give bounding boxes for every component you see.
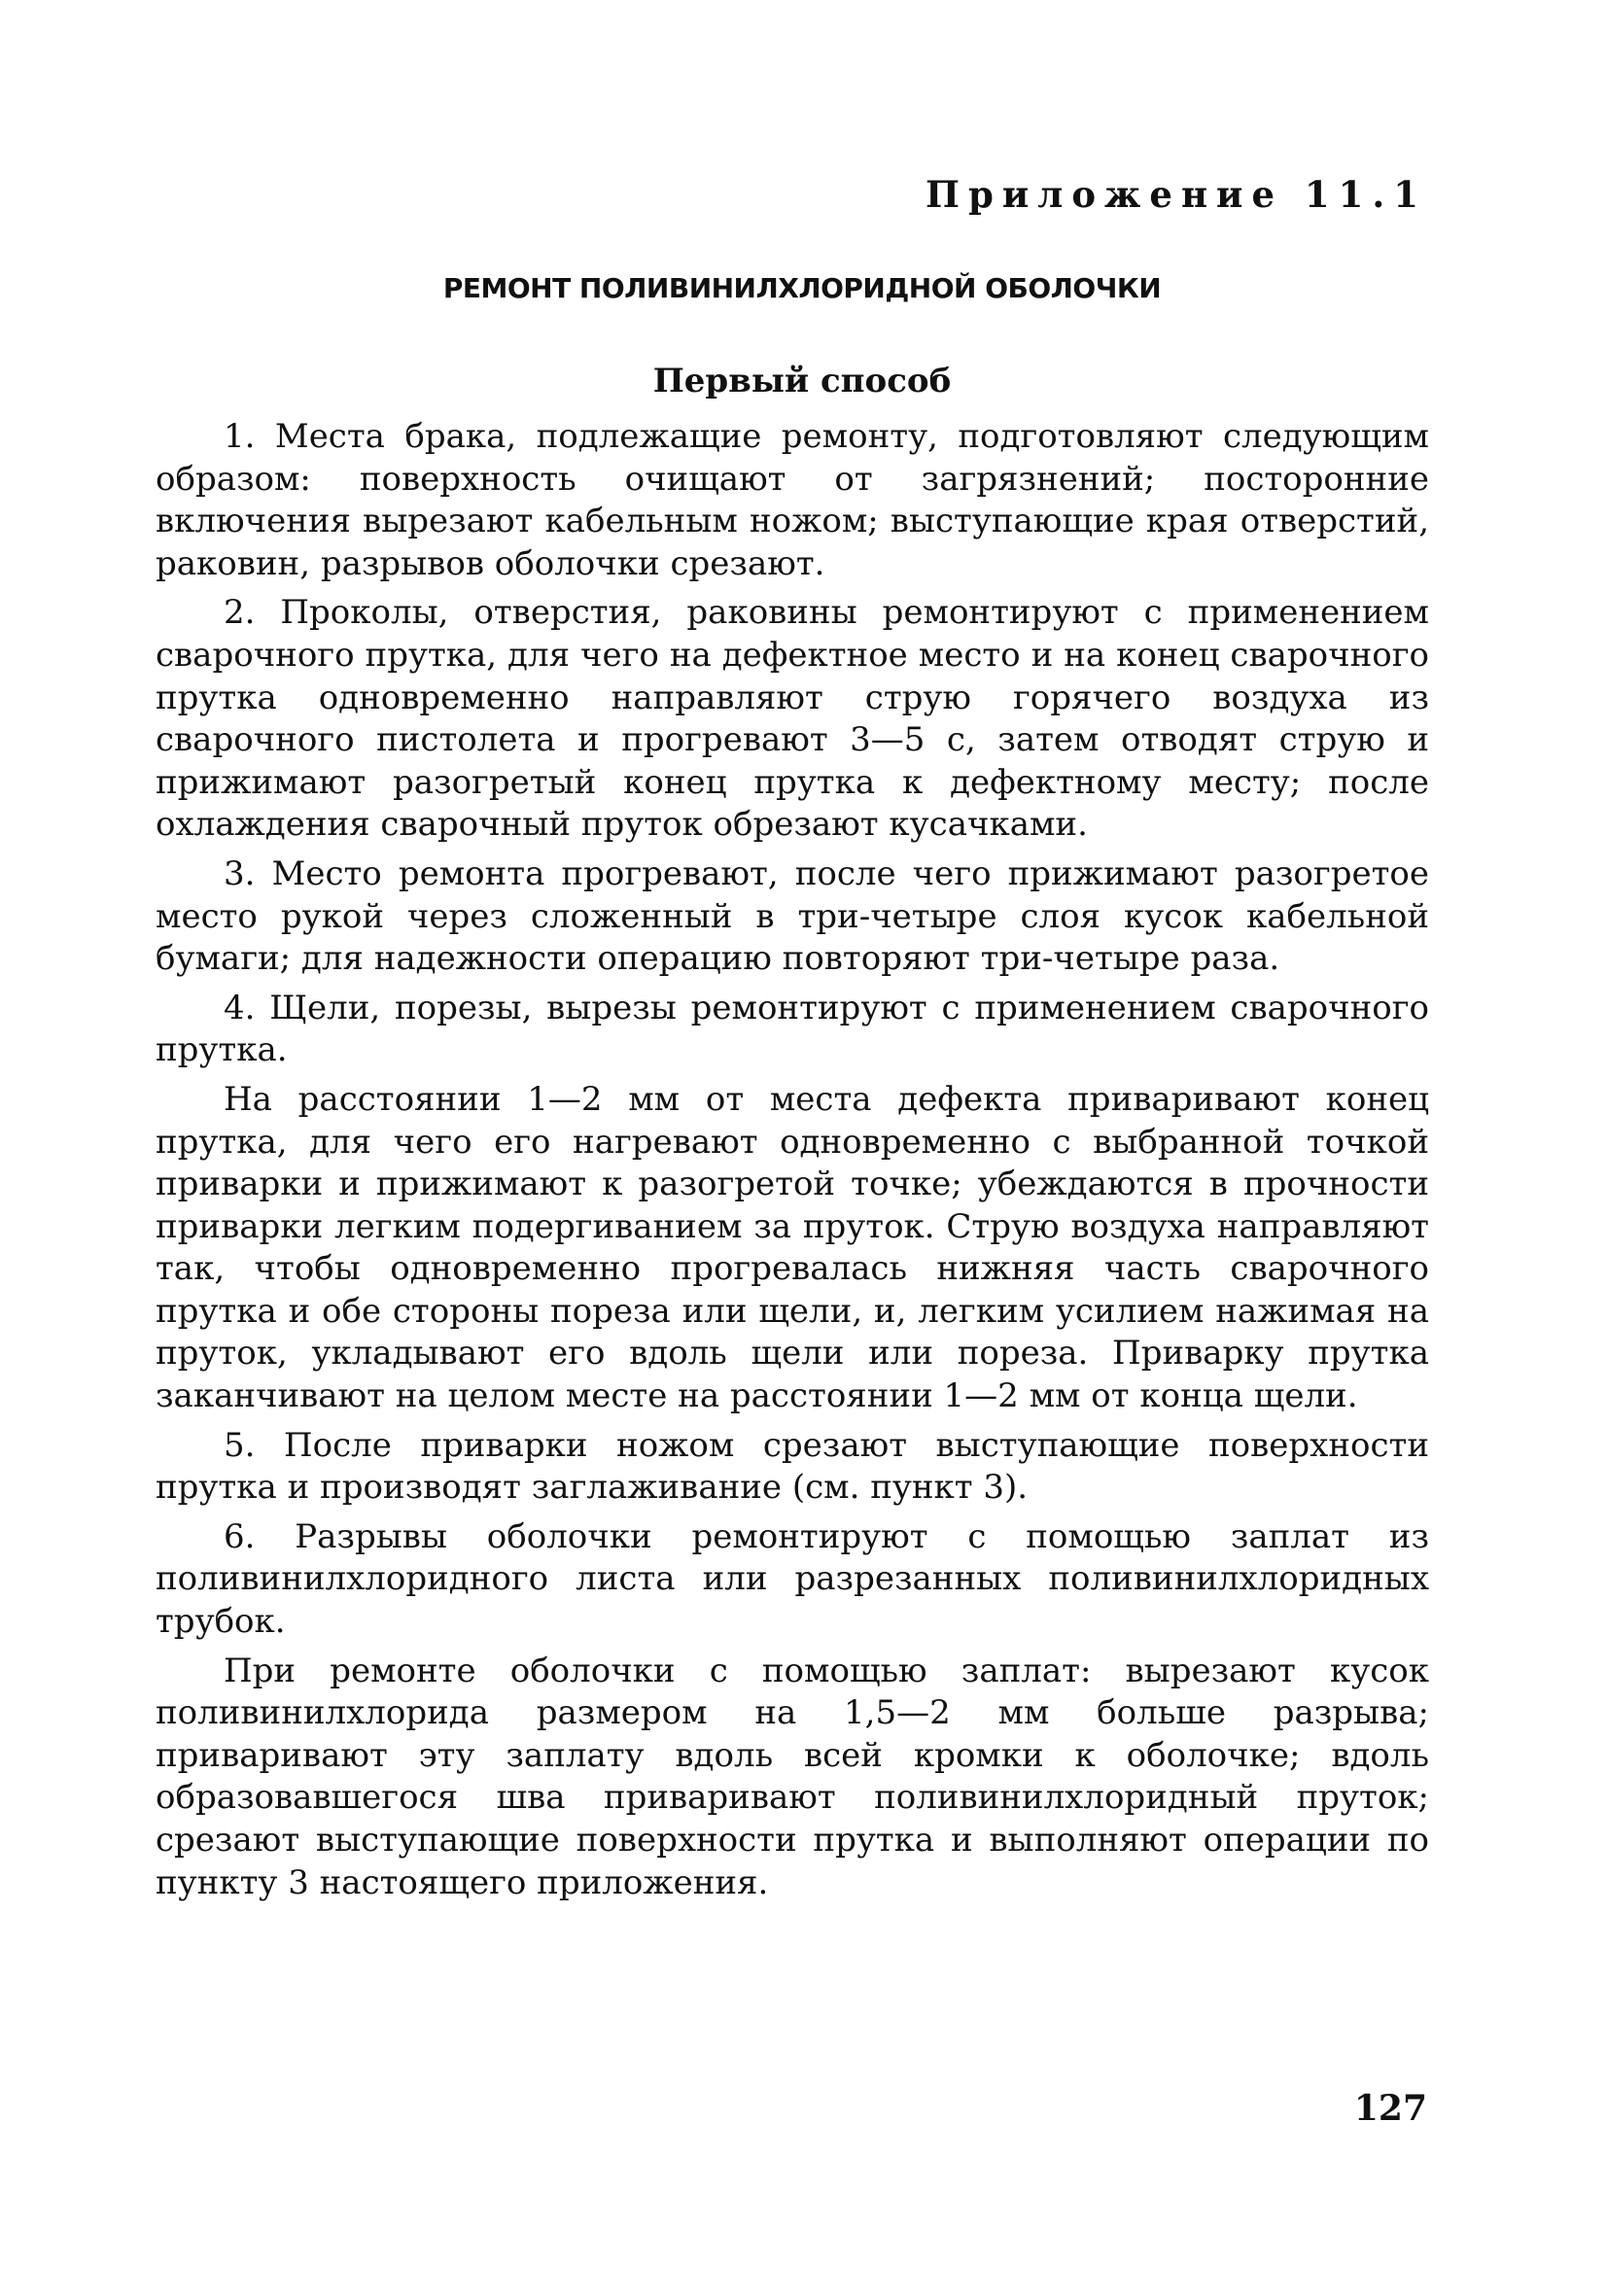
document-title: РЕМОНТ ПОЛИВИНИЛХЛОРИДНОЙ ОБОЛОЧКИ bbox=[442, 272, 1162, 304]
body-text bbox=[156, 416, 1429, 1911]
paragraph-item-1: 1. Места брака, подлежащие ремонту, подготовляют следующим образом: поверхность очищают от загрязнений; посторонние включения вырезают кабельным ножом; выступающие края отверстий, раковин, разрывов оболочки срезают. bbox=[156, 417, 1429, 583]
paragraph-item-6: 6. Разрывы оболочки ремонтируют с помощью заплат из поливинилхлоридного листа или разрезанных поливинилхлоридных трубок. bbox=[156, 1516, 1429, 1642]
paragraph-item-5: 5. После приварки ножом срезают выступающие поверхности прутка и производят заглаживание (см. пункт 3). bbox=[156, 1425, 1429, 1508]
paragraph-item-4-details: На расстоянии 1—2 мм от места дефекта приваривают конец прутка, для чего его нагревают одновременно с выбранной точкой приварки и прижимают к разогретой точке; убеждаются в прочности приварки легким подергиванием за пруток. Струю воздуха направляют так, чтобы одновременно прогревалась нижняя часть сварочного прутка и обе стороны пореза или щели, и, легким усилием нажимая на пруток, укладывают его вдоль щели или пореза. Приварку прутка заканчивают на целом месте на расстоянии 1—2 мм от конца щели. bbox=[156, 1079, 1429, 1416]
paragraph-item-2: 2. Проколы, отверстия, раковины ремонтируют с применением сварочного прутка, для чего на дефектное место и на конец сварочного прутка одновременно направляют струю горячего воздуха из сварочного пистолета и прогревают 3—5 с, затем отводят струю и прижимают разогретый конец прутка к дефектному месту; после охлаждения сварочный пруток обрезают кусачками. bbox=[156, 593, 1429, 845]
paragraph-item-4: 4. Щели, порезы, вырезы ремонтируют с применением сварочного прутка. bbox=[156, 988, 1429, 1070]
page-number: 127 bbox=[1353, 2088, 1427, 2129]
paragraph-item-6-details: При ремонте оболочки с помощью заплат: вырезают кусок поливинилхлорида размером на 1,5—2 мм больше разрыва; приваривают эту заплату вдоль всей кромки к оболочке; вдоль образовавшегося шва приваривают поливинилхлоридный пруток; срезают выступающие поверхности прутка и выполняют операции по пункту 3 настоящего приложения. bbox=[156, 1651, 1429, 1902]
paragraph-item-3: 3. Место ремонта прогревают, после чего прижимают разогретое место рукой через сложенный в три-четыре слоя кусок кабельной бумаги; для надежности операцию повторяют три-четыре раза. bbox=[156, 853, 1429, 979]
section-title: Первый способ bbox=[652, 362, 952, 400]
appendix-label: Приложение 11.1 bbox=[926, 173, 1427, 216]
